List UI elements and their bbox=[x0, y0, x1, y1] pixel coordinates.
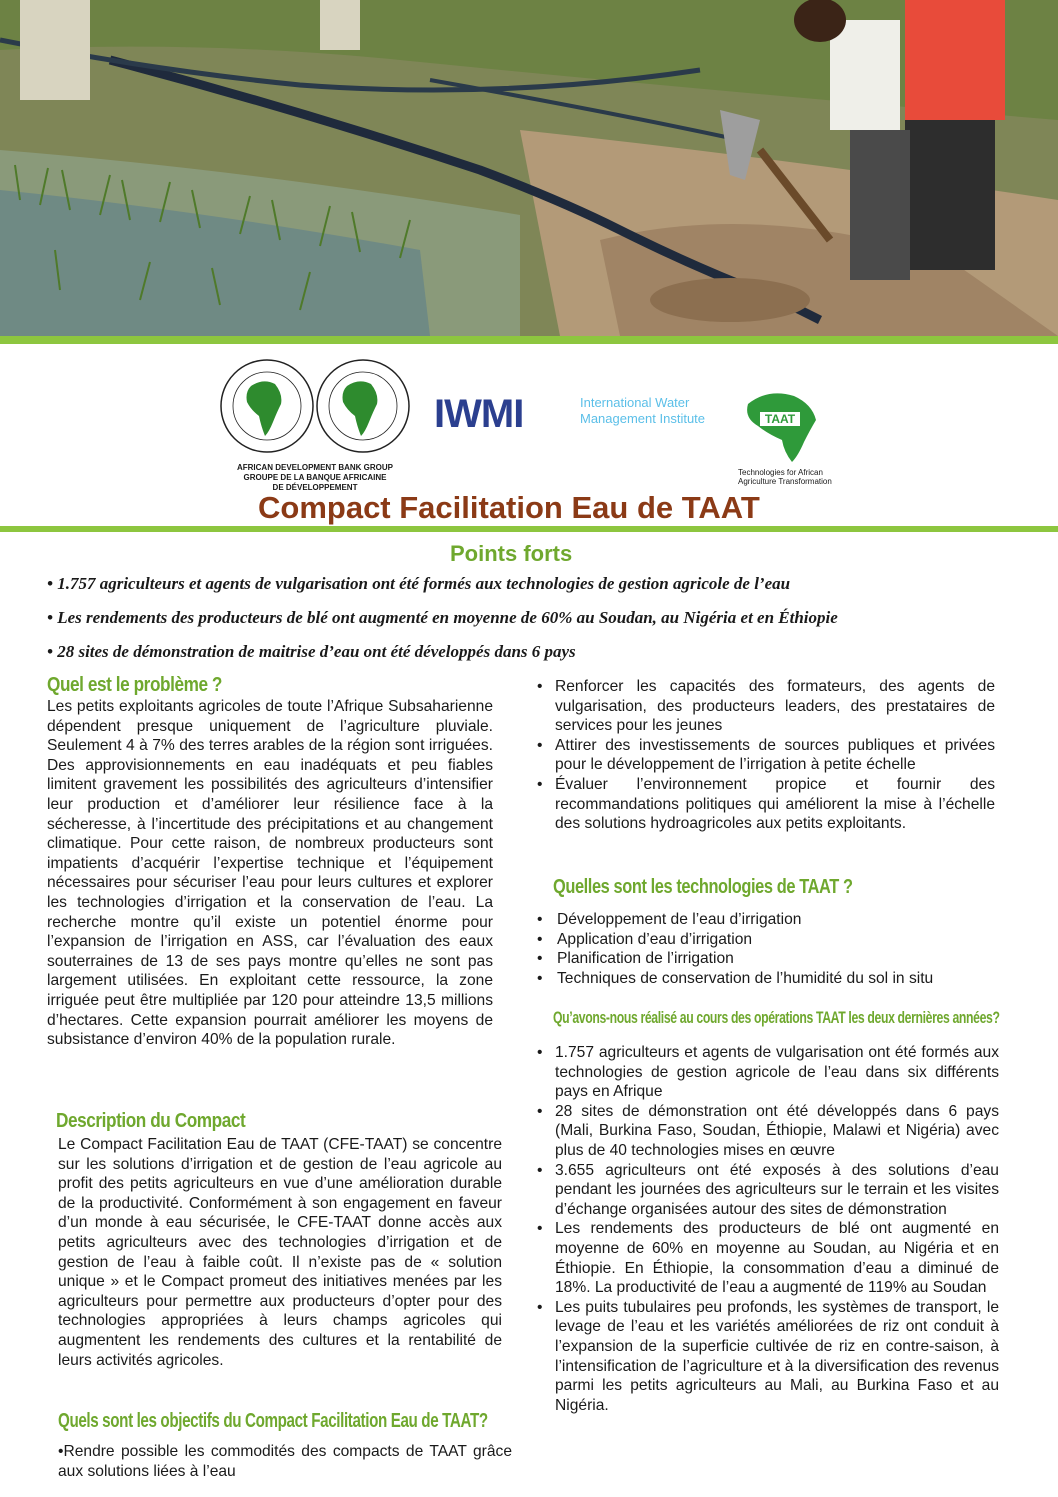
document-title: Compact Facilitation Eau de TAAT bbox=[258, 490, 760, 525]
iwmi-name: International Water Management Institute bbox=[580, 395, 706, 426]
objectifs-heading: Quels sont les objectifs du Compact Facilitation Eau de TAAT? bbox=[58, 1410, 488, 1432]
description-heading: Description du Compact bbox=[56, 1110, 246, 1132]
list-item: • Application d’eau d’irrigation bbox=[537, 930, 753, 948]
green-rule bbox=[0, 526, 1058, 532]
description-text: Le Compact Facilitation Eau de TAAT (CFE-TAAT) se concentre sur les solutions d’irrigation et de gestion de l’eau agricole au profit des petits agriculteurs en vue d’une amélioration durable de la productivité. Conformément à son engagement en faveur d’un monde à eau sécurisée, le CFE-TAAT donne accès aux petits agriculteurs avec des technologies d’irrigation et de gestion de l’eau à faible coût. Il n’existe pas de « solution unique » et le Compact promeut des initiatives menées par les agriculteurs pour permettre aux producteurs d’opter pour des technologies appropriées à leurs champs agricoles qui augmentent les rendements des cultures et la rentabilité de leurs activités agricoles. bbox=[58, 1136, 502, 1369]
iwmi-logo bbox=[434, 392, 523, 437]
highlight-item: • 28 sites de démonstration de maitrise d’eau ont été développés dans 6 pays bbox=[47, 642, 576, 661]
objectifs-list bbox=[537, 677, 995, 834]
highlight-item: • Les rendements des producteurs de blé ont augmenté en moyenne de 60% au Soudan, au Nigéria et en Éthiopie bbox=[47, 608, 838, 627]
list-item: • Les puits tubulaires peu profonds, les systèmes de transport, le levage de l’eau et les variétés améliorées de riz ont conduit à l’expansion de la superficie cultivée de riz en contre-saison, à l’intensification de l’agriculture et à la diversification des revenus parmi les petits agriculteurs au Mali, au Burkina Faso et au Nigéria. bbox=[537, 1298, 999, 1414]
list-item: • Développement de l’eau d’irrigation bbox=[537, 911, 802, 928]
afdb-caption: AFRICAN DEVELOPMENT BANK GROUP GROUPE DE LA BANQUE AFRICAINE DE DÉVELOPPEMENT bbox=[236, 463, 393, 492]
taat-caption: Technologies for African Agriculture Transformation bbox=[738, 468, 832, 486]
taat-wordmark: TAAT bbox=[764, 412, 796, 426]
list-item: • Évaluer l’environnement propice et fournir des recommandations politiques qui améliorent la mise à l’échelle des solutions hydroagricoles aux petits exploitants. bbox=[537, 775, 995, 833]
technologies-heading: Quelles sont les technologies de TAAT ? bbox=[553, 876, 853, 898]
probleme-text: Les petits exploitants agricoles de toute l’Afrique Subsaharienne dépendent presque uniquement de l’agriculture pluviale. Seulement 4 à 7% des terres arables de la région sont irriguées. Des approvisionnements en eau inadéquats et peu fiables limitent gravement les possibilités des agriculteurs d’intensifier leur production et d’améliorer leur résilience face à la sécheresse, à l’incertitude des précipitations et au changement climatique. Pour cette raison, de nombreux producteurs sont impatients d’acquérir l’expertise technique et l’équipement nécessaires pour sécuriser l’eau pour leurs cultures et explorer les technologies d’irrigation et la conservation de l’eau. La recherche montre qu’il existe un potentiel énorme pour l’expansion de l’irrigation en ASS, car l’évaluation des eaux souterraines de 13 de ses pays montre qu’elles ne sont pas largement utilisées. En exploitant cette ressource, la zone irriguée peut être multipliée par 120 pour atteindre 13,5 millions d’hectares. Cette expansion pourrait améliorer les moyens de subsistance d’environ 40% de la population rurale. bbox=[47, 698, 493, 1049]
list-item: • Renforcer les capacités des formateurs, des agents de vulgarisation, des producteurs leaders, des prestataires de services pour les jeunes bbox=[537, 678, 995, 735]
points-forts-heading: Points forts bbox=[450, 541, 573, 566]
objectifs-first-item: •Rendre possible les commodités des compacts de TAAT grâce aux solutions liées à l’eau bbox=[58, 1443, 512, 1480]
probleme-heading: Quel est le problème ? bbox=[47, 674, 223, 696]
list-item: • Techniques de conservation de l’humidité du sol in situ bbox=[537, 969, 934, 987]
afdb-logo bbox=[215, 356, 415, 456]
green-band bbox=[0, 336, 1058, 344]
technologies-list bbox=[537, 910, 1001, 988]
hero-photo bbox=[0, 0, 1058, 336]
realisations-heading: Qu’avons-nous réalisé au cours des opérations TAAT les deux dernières années? bbox=[553, 1008, 1000, 1027]
list-item: • Attirer des investissements de sources publiques et privées pour le développement de l’irrigation à petite échelle bbox=[537, 736, 995, 774]
list-item: • 3.655 agriculteurs ont été exposés à des solutions d’eau pendant les journées des agriculteurs sur le terrain et les visites d’échange organisées autour des sites de démonstration bbox=[537, 1161, 999, 1218]
list-item: • 1.757 agriculteurs et agents de vulgarisation ont été formés aux technologies de gestion agricole de l’eau dans six différents pays en Afrique bbox=[537, 1044, 999, 1101]
list-item: • 28 sites de démonstration ont été développés dans 6 pays (Mali, Burkina Faso, Soudan, Éthiopie, Malawi et Nigéria) avec plus de 40 technologies mises en œuvre bbox=[537, 1102, 999, 1159]
iwmi-wordmark: IWMI bbox=[434, 392, 524, 436]
realisations-list bbox=[537, 1043, 999, 1415]
list-item: • Planification de l’irrigation bbox=[537, 950, 734, 968]
field-irrigation-illustration bbox=[0, 0, 1058, 336]
highlight-item: • 1.757 agriculteurs et agents de vulgarisation ont été formés aux technologies de gestion agricole de l’eau bbox=[47, 574, 791, 593]
taat-logo bbox=[738, 384, 828, 464]
list-item: • Les rendements des producteurs de blé ont augmenté en moyenne de 60% en moyenne au Soudan, au Nigéria et en Éthiopie. En Éthiopie, la consommation d’eau a diminué de 18%. La productivité de l’eau a augmenté de 119% au Soudan bbox=[537, 1220, 999, 1297]
